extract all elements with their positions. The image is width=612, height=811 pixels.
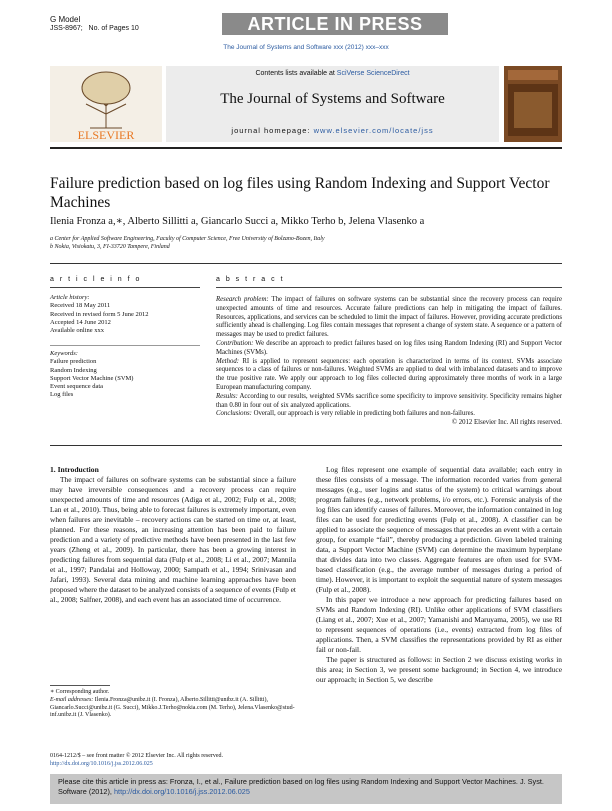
sciencedirect-link[interactable]: SciVerse ScienceDirect <box>336 70 410 77</box>
journal-cover-image <box>504 66 562 142</box>
left-column <box>50 465 296 605</box>
elsevier-logo-text: ELSEVIER <box>77 128 135 142</box>
footnote <box>50 689 300 720</box>
article-info-heading: a r t i c l e i n f o <box>50 276 142 283</box>
issn-line: 0164-1212/$ – see front matter © 2012 Elsevier Inc. All rights reserved. <box>50 753 224 759</box>
contents-prefix: Contents lists available at <box>255 70 335 77</box>
paragraph: The impact of failures on software systems can be substantial since a failure may have irreversible consequences and a recovery process can require unexpected amounts of time and resources (Adiga et al., 2002; Fulp et al., 2008; Lan et al., 2010). Thus, being able to forecast failures is extremely important, even when failures are inevitable – recovery actions can be started on time or, at least, planned. For these reasons, an increasing attention has been paid to failure prediction and a variety of predictive methods have been presented in the last few years (Zheng et al., 2009). In particular, there has been a growing interest in predicting failures from sequential data (Fulp et al., 2008; Li et al., 2007; Mannila et al., 1997; Pandalai and Holloway, 2000; Sampath et al., 1994; Srinivasan and Jafari, 1993). Several data mining and machine learning approaches have been proposed where the dataset to be analyzed consists of a sequence of events (Fulp et al., 2008; Salfner, 2008), and each event has an associated time of occurrence. <box>50 475 296 604</box>
publication-info <box>50 752 562 768</box>
right-column <box>316 465 562 685</box>
abstract-copyright: © 2012 Elsevier Inc. All rights reserved. <box>451 419 562 427</box>
article-title: Failure prediction based on log files using Random Indexing and Support Vector Machines <box>50 175 550 211</box>
affiliation-a: a Center for Applied Software Engineering, Faculty of Computer Science, Free University of Bolzano-Bozen, Italy <box>50 236 325 242</box>
elsevier-logo <box>50 66 162 142</box>
citation-doi-link[interactable]: http://dx.doi.org/10.1016/j.jss.2012.06.025 <box>113 786 250 796</box>
keyword: Failure prediction <box>50 358 97 366</box>
history-item: Accepted 14 June 2012 <box>50 318 111 326</box>
article-info-rule <box>50 287 200 288</box>
affiliation-b: b Nokia, Visiokatu, 3, FI-33720 Tampere, Finland <box>50 244 170 250</box>
history-item: Available online xxx <box>50 327 105 335</box>
results-label: Results: <box>216 392 238 400</box>
paragraph: In this paper we introduce a new approach for predicting failures based on SVMs and Random Indexing (RI). Unlike other applications of SVM classifiers (Liang et al., 2007; Xue et al., 2007; Yamanishi and Maruyama, 2005), we use RI to represent sequences of operations (i.e., events) extracted from log files of applications. Then, a SVM classifies the representations provided by RI as either fail or non-fail. <box>316 595 562 654</box>
contents-available <box>166 70 499 77</box>
keyword: Random Indexing <box>50 366 97 374</box>
affiliation-divider <box>50 263 562 264</box>
method-label: Method: <box>216 357 240 365</box>
problem-label: Research problem: <box>216 296 269 303</box>
conclusions-label: Conclusions: <box>216 410 252 418</box>
results-text: According to our results, weighted SVMs sacrifice some specificity to improve sensitivity. Specificity remains higher than 0.80 in four out of six analyzed applications. <box>216 392 562 409</box>
contribution-label: Contribution: <box>216 339 254 347</box>
method-text: RI is applied to represent sequences: each operation is characterized in terms of its context. SVMs associate sequences to a class of failures or non-failures. Weighted SVMs are applied to deal with imbalanced datasets and to improve the true positive rate. We apply our approach to log files collected during approximately three months of work in a large European manufacturing company. <box>216 357 562 391</box>
keywords-label: Keywords: <box>50 350 78 357</box>
keywords-rule <box>50 345 200 346</box>
abstract-body <box>216 296 562 428</box>
running-header <box>50 15 139 33</box>
keywords <box>50 350 200 400</box>
abstract-rule <box>216 287 562 288</box>
abstract-divider <box>50 445 562 446</box>
article-history <box>50 294 200 335</box>
page-count: No. of Pages 10 <box>88 25 139 32</box>
journal-homepage <box>166 126 499 135</box>
history-item: Received in revised form 5 June 2012 <box>50 310 149 318</box>
citation-text: Please cite this article in press as: Fronza, I., et al., Failure prediction based on log files using Random Indexing and Support Vector Machines. J. Syst. Software (2012), <box>58 777 544 796</box>
keyword: Support Vector Machine (SVM) <box>50 374 134 382</box>
footnote-rule <box>50 685 110 686</box>
keyword: Log files <box>50 391 74 399</box>
email-label: E-mail addresses: <box>50 696 94 703</box>
history-item: Received 18 May 2011 <box>50 302 111 310</box>
author-list: Ilenia Fronza a,∗, Alberto Sillitti a, Giancarlo Succi a, Mikko Terho b, Jelena Vlasenko a <box>50 216 425 227</box>
citation-box <box>50 774 562 804</box>
abstract-heading: a b s t r a c t <box>216 276 285 283</box>
article-ref: JSS-8967; <box>50 25 83 32</box>
homepage-link[interactable]: www.elsevier.com/locate/jss <box>313 126 434 135</box>
paragraph: The paper is structured as follows: in Section 2 we discuss existing works in this area; in Section 3, we present some background; in Section 4, we introduce our approach; in Section 5, we describe <box>316 655 562 684</box>
email-list[interactable]: Ilenia.Fronza@unibz.it (I. Fronza), Alberto.Sillitti@unibz.it (A. Sillitti), Giancarlo.Succi@unibz.it (G. Succi), Mikko.J.Terho@nokia.com (M. Terho), Jelena.Vlasenko@stud-inf.unibz.it (J. Vlasenko). <box>50 696 295 719</box>
article-in-press-banner: ARTICLE IN PRESS <box>222 13 448 35</box>
journal-reference[interactable]: The Journal of Systems and Software xxx (2012) xxx–xxx <box>223 44 389 51</box>
corresponding-author: ∗ Corresponding author. <box>50 689 110 695</box>
paragraph: Log files represent one example of sequential data available; each entry in these files consists of a message. The information recorded varies from general messages (e.g., user logins and status of the system) to critical warnings about program failures (e.g., network problems, i/o errors, etc.). Forensic analysis of the log files can identify causes of failures. Moreover, the information contained in log files can be used for predicting events (Fulp et al., 2008). A classifier can be applied to associate the sequence of messages that precedes an event with a certain group, for example “fail”, thereby producing a prediction. Given labeled training data, a Support Vector Machine (SVM) can determine the maximum hyperplane that divides data into two classes. Aggregate features are often used for SVM-based classification (e.g., the average number of messages during a period of time). However, it is important to exploit the sequential nature of system messages (Fulp et al., 2008). <box>316 465 562 594</box>
gmodel-label: G Model <box>50 15 81 24</box>
conclusions-text: Overall, our approach is very reliable in predicting both failures and non-failures. <box>253 410 475 418</box>
header-divider <box>50 147 562 149</box>
contribution-text: We describe an approach to predict failures based on log files using Random Indexing (RI) and Support Vector Machines (SVMs). <box>216 339 562 356</box>
section-heading: 1. Introduction <box>50 465 99 474</box>
doi-link[interactable]: http://dx.doi.org/10.1016/j.jss.2012.06.025 <box>50 761 153 767</box>
journal-title: The Journal of Systems and Software <box>220 91 445 107</box>
problem-text: The impact of failures on software systems can be substantial since the recovery process can require unexpected amounts of time and resources. Accurate failure predictions can help in mitigating the impact of failures. Resources, applications, and services can be scheduled to limit the impact of failures. However, providing accurate predictions sufficiently ahead is challenging. Log files contain messages that represent a change of system state. A sequence or a pattern of messages may be used to predict failures. <box>216 296 563 339</box>
keyword: Event sequence data <box>50 383 104 391</box>
homepage-prefix: journal homepage: <box>231 126 311 135</box>
history-label: Article history: <box>50 294 90 301</box>
